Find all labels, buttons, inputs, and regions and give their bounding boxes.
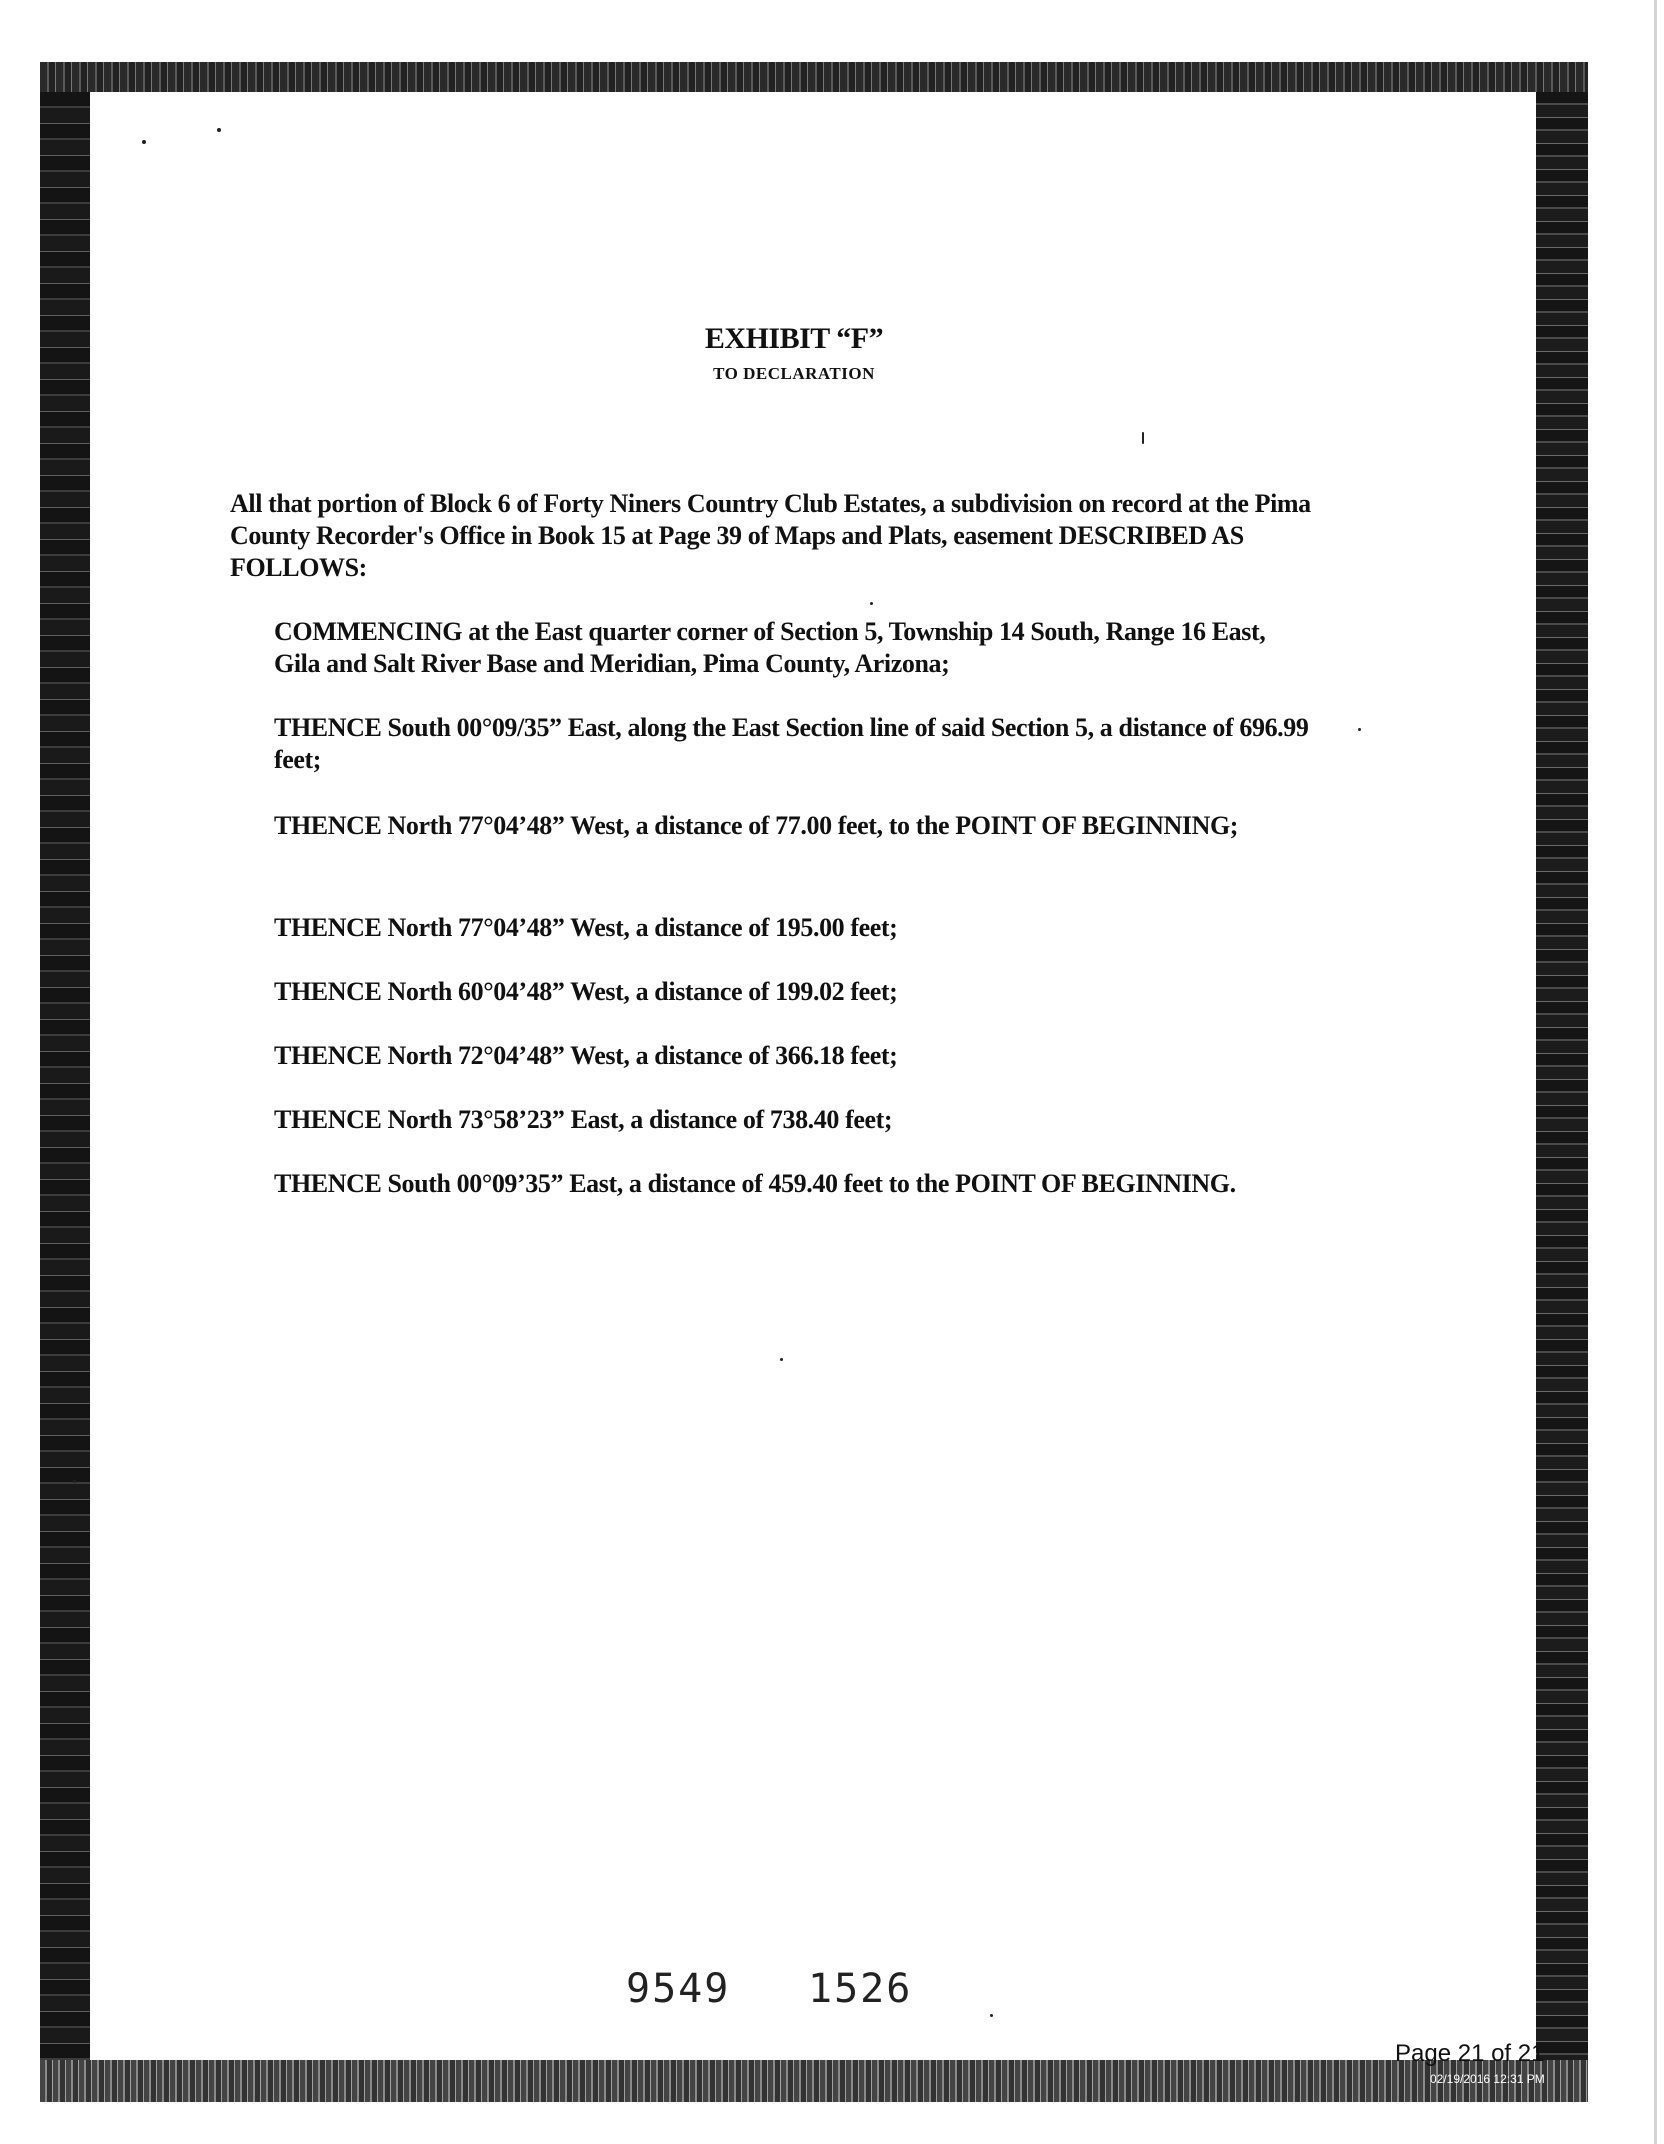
scan-speck [73, 1480, 76, 1483]
print-timestamp: 02/19/2016 12:31 PM [1430, 2072, 1545, 2086]
recording-docket-number: 9549 [626, 1966, 731, 2012]
scan-border-left [40, 92, 90, 2060]
legal-course: THENCE North 60°04’48” West, a distance of 199.02 feet; [274, 977, 898, 1006]
legal-course: THENCE North 72°04’48” West, a distance of 366.18 feet; [274, 1041, 898, 1070]
scan-speck [217, 128, 221, 132]
exhibit-title: EXHIBIT “F” [704, 322, 884, 355]
legal-course: THENCE North 73°58’23” East, a distance of 738.40 feet; [274, 1105, 893, 1134]
recording-page-number: 1526 [808, 1966, 913, 2012]
exhibit-subtitle: TO DECLARATION [713, 364, 875, 383]
scan-speck [870, 602, 873, 605]
legal-course: COMMENCING at the East quarter corner of Section 5, Township 14 South, Range 16 East, Gila and Salt River Base and Meridian, Pima County, Arizona; [274, 617, 1266, 678]
page-indicator: Page 21 of 21 [1395, 2040, 1545, 2067]
scan-speck [780, 1358, 783, 1361]
intro-paragraph: All that portion of Block 6 of Forty Niners Country Club Estates, a subdivision on record at the Pima County Recorder's Office in Book 15 at Page 39 of Maps and Plats, easement DESCRIBED AS FOLLOWS: [230, 489, 1311, 582]
document-page [90, 92, 1536, 2060]
scan-speck [1142, 432, 1144, 444]
legal-course: THENCE North 77°04’48” West, a distance of 195.00 feet; [274, 913, 898, 942]
page-edge-line [1654, 0, 1657, 2144]
scan-speck [990, 2014, 993, 2017]
scan-speck [1358, 728, 1361, 731]
legal-course: THENCE South 00°09’35” East, a distance of 459.40 feet to the POINT OF BEGINNING. [274, 1169, 1236, 1198]
scan-border-bottom [40, 2060, 1588, 2102]
legal-course: THENCE South 00°09/35” East, along the East Section line of said Section 5, a distance of 696.99 feet; [274, 713, 1309, 774]
scan-border-top [40, 62, 1588, 92]
scan-speck [142, 140, 146, 144]
scan-border-right [1536, 92, 1588, 2060]
legal-course: THENCE North 77°04’48” West, a distance of 77.00 feet, to the POINT OF BEGINNING; [274, 811, 1239, 840]
